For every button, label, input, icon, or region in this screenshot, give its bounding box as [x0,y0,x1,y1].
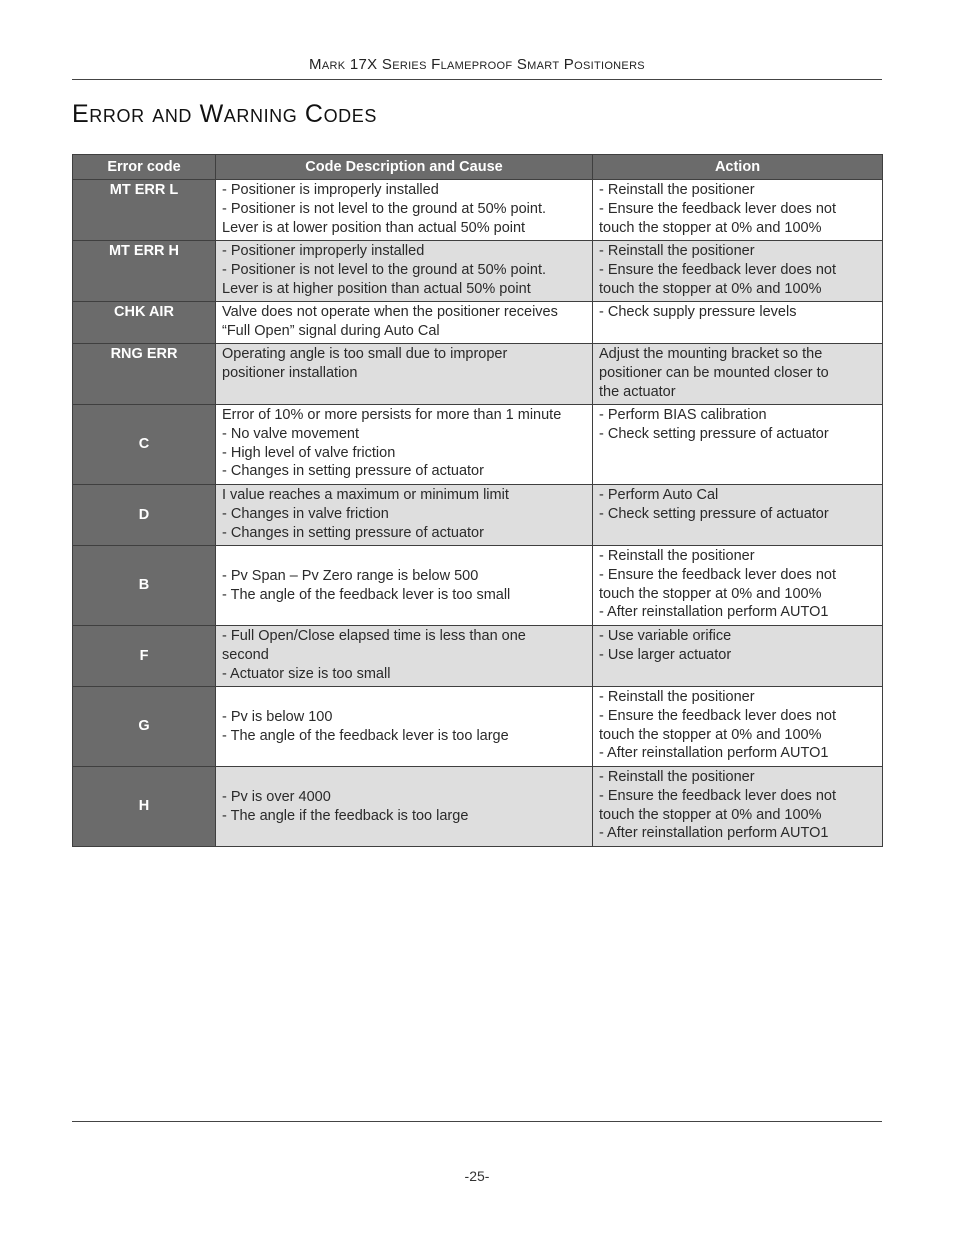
action-line: - After reinstallation perform AUTO1 [599,745,829,762]
description-cell [216,767,593,847]
description-line: - Full Open/Close elapsed time is less than one [222,628,526,644]
description-line: - High level of valve friction [222,444,396,461]
column-header-action: Action [593,155,883,180]
page-number: -25- [464,1168,490,1184]
error-code-cell: MT ERR L [73,180,216,241]
description-line: - Changes in setting pressure of actuator [222,463,484,480]
description-line: Error of 10% or more persists for more than 1 minute [222,407,562,423]
table-row [73,687,883,767]
error-code-cell: MT ERR H [73,241,216,302]
description-line: - No valve movement [222,425,359,442]
action-line: - Reinstall the positioner [599,182,755,198]
error-codes-table [72,154,883,847]
description-line: positioner installation [222,364,358,381]
action-line: Adjust the mounting bracket so the [599,346,823,362]
table-header-row [73,155,883,180]
action-line: - After reinstallation perform AUTO1 [599,825,829,842]
description-line: Operating angle is too small due to improper [222,346,508,362]
description-line: - The angle if the feedback is too large [222,807,469,824]
action-line: - Check setting pressure of actuator [599,505,829,522]
table-row [73,485,883,546]
description-line: - The angle of the feedback lever is too small [222,586,511,603]
action-line: - Ensure the feedback lever does not [599,261,836,278]
action-line: touch the stopper at 0% and 100% [599,726,822,743]
description-line: - Pv Span – Pv Zero range is below 500 [222,567,479,584]
table-row [73,546,883,626]
action-line: - Check supply pressure levels [599,304,797,320]
action-cell [593,485,883,546]
error-code-cell: RNG ERR [73,344,216,405]
column-header-error-code: Error code [73,155,216,180]
description-cell [216,405,593,485]
action-line: touch the stopper at 0% and 100% [599,280,822,297]
table-row [73,302,883,344]
action-line: - Use larger actuator [599,646,732,663]
action-line: - Reinstall the positioner [599,243,755,259]
description-line: - Positioner is not level to the ground at 50% point. [222,261,547,278]
description-line: Valve does not operate when the positioner receives [222,304,558,320]
footer-divider [72,1121,882,1122]
action-line: touch the stopper at 0% and 100% [599,585,822,602]
action-line: - After reinstallation perform AUTO1 [599,604,829,621]
table-row [73,344,883,405]
description-line: - Pv is over 4000 [222,788,331,805]
action-cell [593,344,883,405]
description-line: - Positioner is not level to the ground at 50% point. [222,200,547,217]
action-line: - Perform BIAS calibration [599,407,767,423]
table-row [73,241,883,302]
description-cell [216,344,593,405]
action-cell [593,405,883,485]
header-divider [72,79,882,80]
description-line: “Full Open” signal during Auto Cal [222,322,440,339]
action-line: touch the stopper at 0% and 100% [599,219,822,236]
action-line: - Ensure the feedback lever does not [599,200,836,217]
description-line: - Changes in valve friction [222,505,389,522]
description-line: I value reaches a maximum or minimum limit [222,487,509,503]
action-cell [593,241,883,302]
table-row [73,405,883,485]
action-cell [593,546,883,626]
description-cell [216,687,593,767]
error-code-cell: H [73,767,216,847]
action-line: touch the stopper at 0% and 100% [599,806,822,823]
description-cell [216,626,593,687]
action-line: - Ensure the feedback lever does not [599,566,836,583]
description-line: Lever is at lower position than actual 50% point [222,219,526,236]
description-cell [216,180,593,241]
column-header-description: Code Description and Cause [216,155,593,180]
description-cell [216,546,593,626]
action-line: positioner can be mounted closer to [599,364,829,381]
action-cell [593,180,883,241]
action-line: - Perform Auto Cal [599,487,719,503]
error-code-cell: D [73,485,216,546]
action-cell [593,302,883,344]
error-code-cell: B [73,546,216,626]
description-line: - Positioner is improperly installed [222,182,439,198]
description-line: - Pv is below 100 [222,708,333,725]
action-line: the actuator [599,383,676,400]
error-code-cell: CHK AIR [73,302,216,344]
error-code-cell: F [73,626,216,687]
action-line: - Use variable orifice [599,628,732,644]
action-line: - Check setting pressure of actuator [599,425,829,442]
action-cell [593,687,883,767]
description-line: - Positioner improperly installed [222,243,425,259]
description-cell [216,302,593,344]
description-cell [216,241,593,302]
action-line: - Reinstall the positioner [599,548,755,564]
description-line: Lever is at higher position than actual 50% point [222,280,531,297]
action-line: - Ensure the feedback lever does not [599,707,836,724]
description-line: - Actuator size is too small [222,665,391,682]
description-line: second [222,646,269,663]
error-code-cell: C [73,405,216,485]
description-line: - Changes in setting pressure of actuator [222,524,484,541]
action-line: - Reinstall the positioner [599,769,755,785]
error-code-cell: G [73,687,216,767]
table-row [73,767,883,847]
description-line: - The angle of the feedback lever is too large [222,727,509,744]
action-cell [593,626,883,687]
page-title: Error and Warning Codes [72,100,377,128]
action-line: - Reinstall the positioner [599,689,755,705]
description-cell [216,485,593,546]
running-header: Mark 17X Series Flameproof Smart Positioners [309,56,645,73]
table-row [73,626,883,687]
table-row [73,180,883,241]
action-cell [593,767,883,847]
action-line: - Ensure the feedback lever does not [599,787,836,804]
